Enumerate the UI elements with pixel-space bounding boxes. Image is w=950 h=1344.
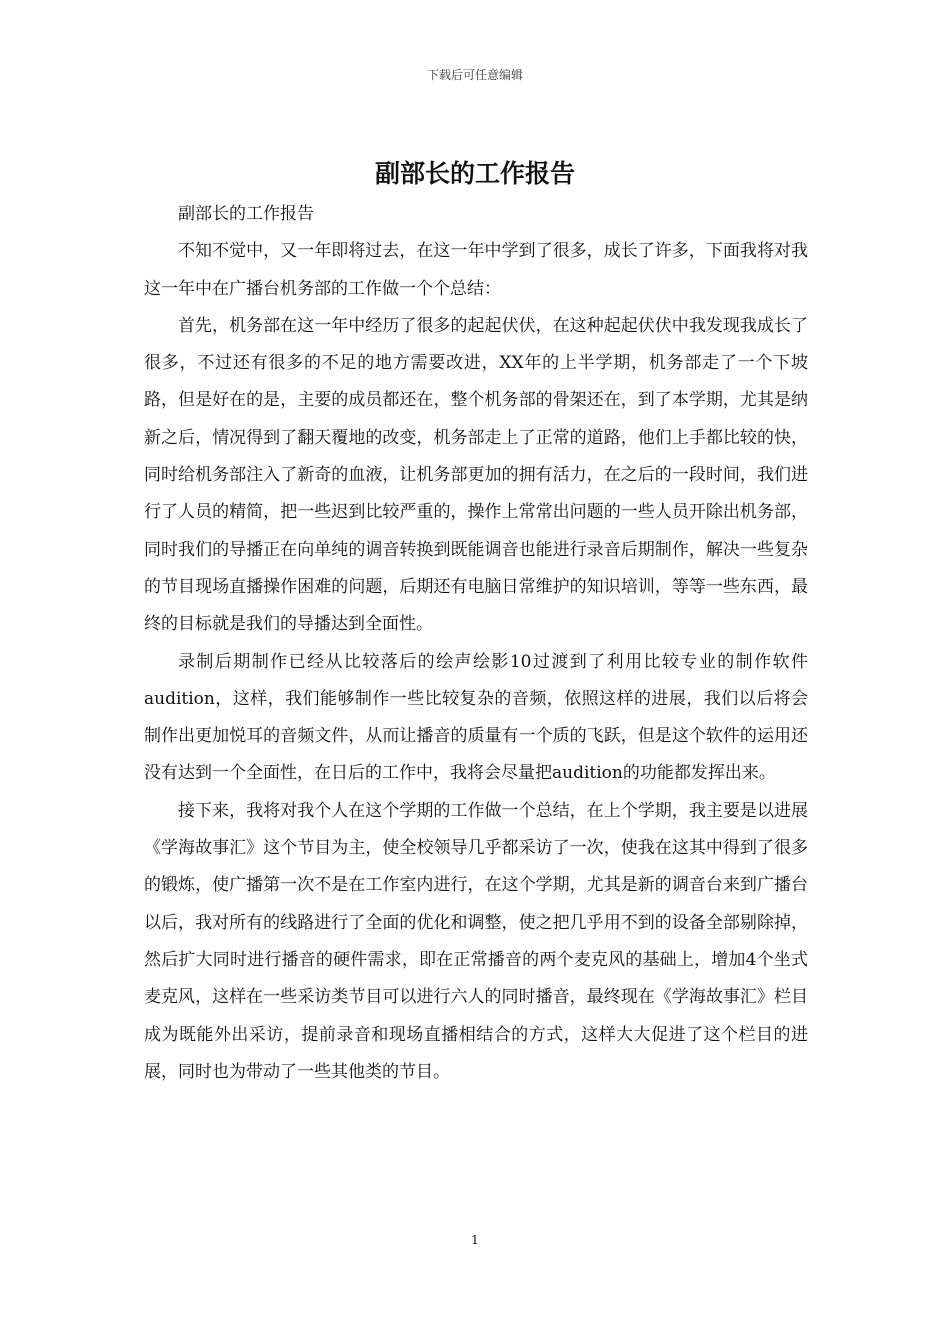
page-number: 1 <box>471 1233 479 1247</box>
document-body <box>144 196 808 1091</box>
document-title: 副部长的工作报告 <box>374 159 575 188</box>
paragraph: 录制后期制作已经从比较落后的绘声绘影10过渡到了利用比较专业的制作软件audition，这样，我们能够制作一些比较复杂的音频，依照这样的进展，我们以后将会制作出更加悦耳的音频文件，从而让播音的质量有一个质的飞跃，但是这个软件的运用还没有达到一个全面性，在日后的工作中，我将会尽量把audition的功能都发挥出来。 <box>144 651 808 784</box>
paragraph-subtitle: 副部长的工作报告 <box>178 204 314 224</box>
paragraph: 首先，机务部在这一年中经历了很多的起起伏伏，在这种起起伏伏中我发现我成长了很多，不过还有很多的不足的地方需要改进，XX年的上半学期，机务部走了一个下坡路，但是好在的是，主要的成员都还在，整个机务部的骨架还在，到了本学期，尤其是纳新之后，情况得到了翻天覆地的改变，机务部走上了正常的道路，他们上手都比较的快，同时给机务部注入了新奇的血液，让机务部更加的拥有活力，在之后的一段时间，我们进行了人员的精简，把一些迟到比较严重的，操作上常常出问题的一些人员开除出机务部，同时我们的导播正在向单纯的调音转换到既能调音也能进行录音后期制作，解决一些复杂的节目现场直播操作困难的问题，后期还有电脑日常维护的知识培训，等等一些东西，最终的目标就是我们的导播达到全面性。 <box>144 315 808 635</box>
paragraph: 接下来，我将对我个人在这个学期的工作做一个总结，在上个学期，我主要是以进展《学海故事汇》这个节目为主，使全校领导几乎都采访了一次，使我在这其中得到了很多的锻炼，使广播第一次不是在工作室内进行，在这个学期，尤其是新的调音台来到广播台以后，我对所有的线路进行了全面的优化和调整，使之把几乎用不到的设备全部剔除掉，然后扩大同时进行播音的硬件需求，即在正常播音的两个麦克风的基础上，增加4个坐式麦克风，这样在一些采访类节目可以进行六人的同时播音，最终现在《学海故事汇》栏目成为既能外出采访，提前录音和现场直播相结合的方式，这样大大促进了这个栏目的进展，同时也为带动了一些其他类的节目。 <box>144 800 808 1082</box>
paragraph: 不知不觉中，又一年即将过去，在这一年中学到了很多，成长了许多，下面我将对我这一年中在广播台机务部的工作做一个个总结： <box>144 241 808 299</box>
page-header: 下载后可任意编辑 <box>426 68 523 82</box>
